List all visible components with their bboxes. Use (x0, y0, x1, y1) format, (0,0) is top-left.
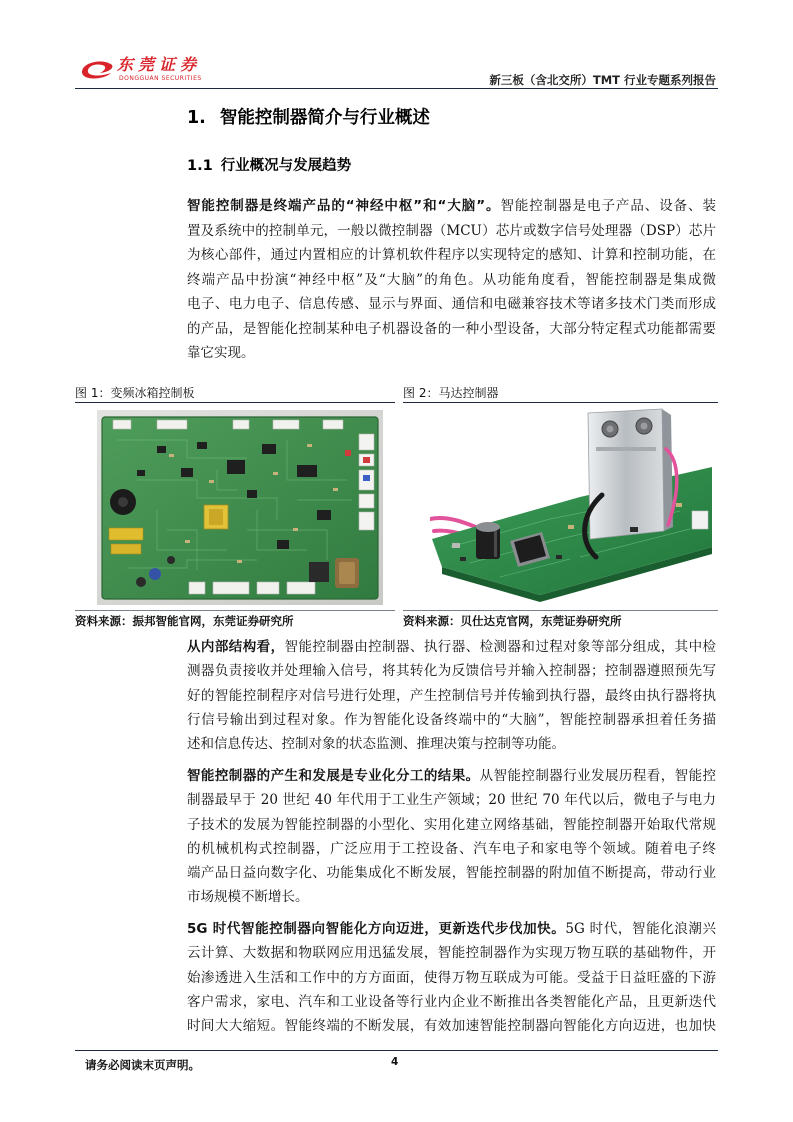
figure-2-photo (430, 407, 712, 605)
paragraph-line: 置及系统中的控制单元，一般以微控制器（MCU）芯片或数字信号处理器（DSP）芯片 (187, 222, 716, 239)
subsection-heading (187, 156, 351, 176)
paragraph-lead: 智能控制器是终端产品的“神经中枢”和“大脑”。 (187, 198, 501, 214)
logo-swoosh-icon (79, 56, 115, 82)
header-divider (75, 88, 718, 89)
paragraph-lead: 5G 时代智能控制器向智能化方向迈进，更新迭代步伐加快。 (187, 921, 566, 937)
section-number: 1. (187, 108, 206, 128)
paragraph-text: 智能控制器由控制器、执行器、检测器和过程对象等部分组成，其中检 (284, 639, 716, 655)
paragraph-line: 行信号输出到过程对象。作为智能化设备终端中的“大脑”，智能控制器承担着任务描 (187, 711, 716, 728)
paragraph-line: 述和信息传达、控制对象的状态监测、推理决策与控制等功能。 (187, 736, 565, 753)
electrolytic-capacitor (476, 522, 500, 559)
paragraph-line: 好的智能控制程序对信号进行处理，产生控制信号并传输到执行器，最终由执行器将执 (187, 687, 716, 704)
brand-logo-text: 东莞证券 (117, 55, 202, 74)
figure-caption: 图 1：变频冰箱控制板 (75, 386, 195, 400)
subsection-number: 1.1 (187, 158, 213, 174)
paragraph-line: 端产品日益向数字化、功能集成化不断发展，智能控制器的附加值不断提高，带动行业 (187, 865, 716, 882)
figure-source: 资料来源：贝仕达克官网，东莞证券研究所 (403, 614, 622, 628)
transformer (204, 505, 228, 529)
brand-logo-subtext: DONGGUAN SECURITIES (119, 75, 202, 82)
paragraph-line: 市场规模不断增长。 (187, 889, 309, 906)
page-number: 4 (391, 1056, 399, 1068)
paragraph-1 (187, 194, 716, 366)
section-title: 智能控制器简介与行业概述 (219, 108, 430, 128)
section-heading (187, 106, 430, 130)
paragraph-line: 电子、电力电子、信息传感、显示与界面、通信和电磁兼容技术等诸多技术门类而形成 (187, 296, 716, 312)
paragraph-text: 智能控制器是电子产品、设备、装 (500, 198, 716, 214)
paragraph-2 (187, 635, 716, 756)
caption-divider (75, 402, 395, 403)
paragraph-line: 的产品，是智能化控制某种电子机器设备的一种小型设备，大部分特定程式功能都需要 (187, 320, 716, 337)
figure-caption: 图 2：马达控制器 (403, 386, 499, 400)
paragraph-line: 终端产品中扮演“神经中枢”及“大脑”的角色。从功能角度看，智能控制器是集成微 (187, 271, 716, 288)
paragraph-3 (187, 764, 716, 910)
buzzer (110, 489, 136, 515)
source-divider (75, 610, 395, 611)
paragraph-line: 测器负责接收并处理输入信号，将其转化为反馈信号并输入控制器；控制器遵照预先写 (187, 663, 716, 680)
paragraph-line (187, 635, 716, 659)
paragraph-line: 云计算、大数据和物联网应用迅猛发展，智能控制器作为实现万物互联的基础物件，开 (187, 945, 716, 962)
paragraph-line: 时间大大缩短。智能终端的不断发展，有效加速智能控制器向智能化方向迈进，也加快 (187, 1018, 716, 1035)
figure-source: 资料来源：振邦智能官网，东莞证券研究所 (75, 614, 294, 628)
subsection-title: 行业概况与发展趋势 (220, 158, 352, 174)
paragraph-4 (187, 917, 716, 1038)
paragraph-line (187, 194, 716, 219)
heatsink (588, 409, 673, 539)
paragraph-text: 5G 时代，智能化浪潮兴 (565, 921, 716, 937)
caption-divider (403, 402, 718, 403)
paragraph-lead: 智能控制器的产生和发展是专业化分工的结果。 (187, 768, 480, 784)
paragraph-line (187, 917, 716, 941)
paragraph-line: 制器最早于 20 世纪 40 年代用于工业生产领域；20 世纪 70 年代以后，微电子与电力 (187, 792, 716, 809)
footer-divider (75, 1050, 718, 1051)
report-series-title: 新三板（含北交所）TMT 行业专题系列报告 (489, 73, 716, 87)
paragraph-line (187, 764, 716, 788)
paragraph-line: 为核心部件，通过内置相应的计算机软件程序以实现特定的感知、计算和控制功能，在 (187, 247, 716, 263)
disclaimer-note: 请务必阅读末页声明。 (85, 1058, 200, 1072)
right-connectors (359, 434, 374, 530)
paragraph-line: 客户需求，家电、汽车和工业设备等行业内企业不断推出各类智能化产品，且更新迭代 (187, 993, 716, 1010)
paragraph-line: 的机械机构式控制器，广泛应用于工控设备、汽车电子和家电等个领域。随着电子终 (187, 840, 716, 857)
source-divider (403, 610, 718, 611)
paragraph-line: 子技术的发展为智能控制器的小型化、实用化建立网络基础，智能控制器开始取代常规 (187, 816, 716, 833)
paragraph-text: 从智能控制器行业发展历程看，智能控 (479, 768, 716, 784)
paragraph-line: 靠它实现。 (187, 345, 255, 361)
paragraph-line: 始渗透进入生活和工作中的方方面面，使得万物互联成为可能。受益于日益旺盛的下游 (187, 969, 716, 986)
paragraph-lead: 从内部结构看， (187, 639, 285, 655)
figure-1-photo (97, 410, 383, 605)
